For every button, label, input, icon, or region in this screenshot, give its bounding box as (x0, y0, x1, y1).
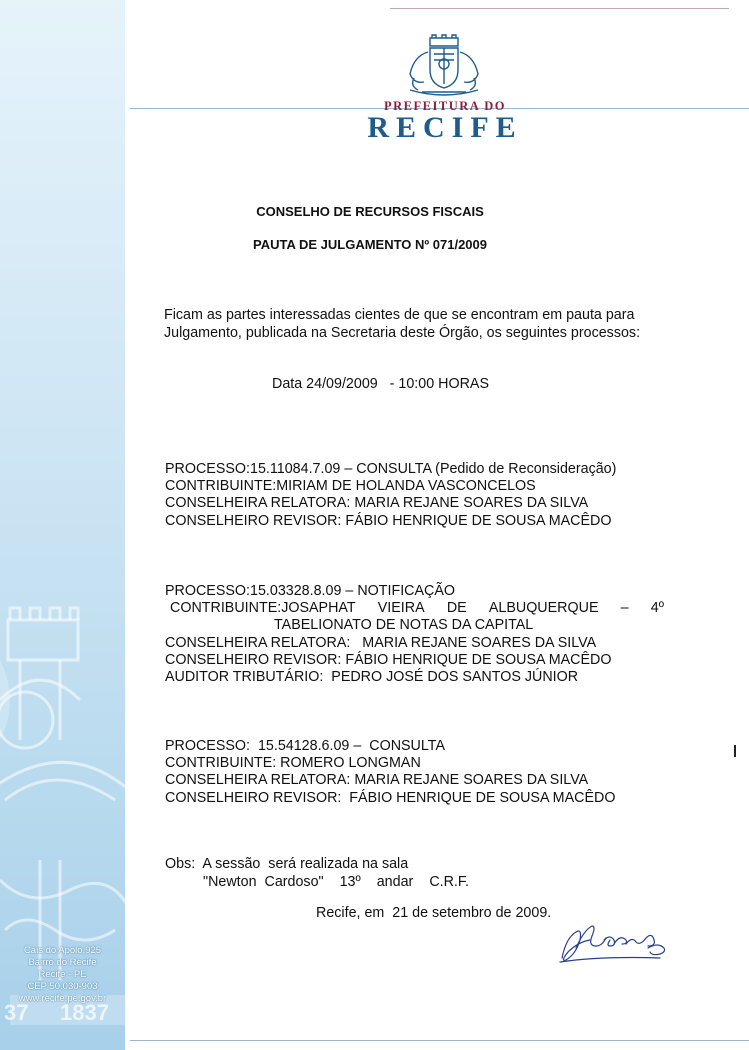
intro-paragraph: Ficam as partes interessadas cientes de que se encontram em pauta para Julgamento, publicada na Secretaria deste Órgão, os seguintes processos: (164, 307, 641, 341)
process-entry (165, 461, 665, 530)
top-edge-rule (390, 8, 729, 9)
letterhead-prefeitura: PREFEITURA DO (384, 99, 506, 113)
taxpayer-word: ALBUQUERQUE (488, 600, 599, 617)
recife-coat-of-arms-icon (400, 34, 488, 96)
session-note (165, 856, 485, 891)
place-and-date: Recife, em 21 de setembro de 2009. (316, 905, 552, 921)
footer-rule (130, 1040, 749, 1041)
agenda-title: PAUTA DE JULGAMENTO Nº 071/2009 (253, 237, 487, 252)
taxpayer-word: VIEIRA (377, 600, 425, 617)
council-address (0, 945, 125, 1005)
session-time: - 10:00 HORAS (389, 376, 489, 392)
year-left: 37 (4, 1000, 29, 1025)
taxpayer-continuation: TABELIONATO DE NOTAS DA CAPITAL (274, 617, 534, 634)
auditor: AUDITOR TRIBUTÁRIO: PEDRO JOSÉ DOS SANTOS JÚNIOR (165, 669, 579, 686)
process-number: PROCESSO:15.11084.7.09 – CONSULTA (Pedido de Reconsideração) (165, 461, 617, 477)
rapporteur: CONSELHEIRA RELATORA: MARIA REJANE SOARES DA SILVA (165, 495, 589, 512)
taxpayer-word: DE (446, 600, 467, 617)
address-line: Bairro do Recife (28, 957, 97, 968)
session-date-line (272, 376, 489, 392)
taxpayer: CONTRIBUINTE: ROMERO LONGMAN (165, 755, 421, 772)
taxpayer-word: 4º (650, 600, 664, 617)
room-word: 13º (339, 873, 361, 890)
margin-mark (734, 745, 736, 757)
process-number: PROCESSO:15.03328.8.09 – NOTIFICAÇÃO (165, 583, 456, 599)
process-entry (165, 738, 665, 807)
reviewer: CONSELHEIRO REVISOR: FÁBIO HENRIQUE DE SOUSA MACÊDO (165, 789, 616, 806)
reviewer: CONSELHEIRO REVISOR: FÁBIO HENRIQUE DE SOUSA MACÊDO (165, 651, 612, 668)
letterhead-city: RECIFE (367, 111, 523, 144)
note-line: Obs: A sessão será realizada na sala (165, 856, 409, 872)
website-line: www.recife.pe.gov.br (18, 993, 107, 1004)
address-line: Recife - PE (38, 969, 87, 980)
letterhead-sidebar (0, 0, 125, 1050)
room-word: C.R.F. (429, 873, 470, 890)
process-number: PROCESSO: 15.54128.6.09 – CONSULTA (165, 738, 445, 754)
taxpayer (170, 600, 664, 617)
session-date: Data 24/09/2009 (272, 376, 378, 392)
address-line: CEP 50.030-903 (27, 981, 98, 992)
address-line: Cais do Apolo,925 (23, 945, 102, 956)
room-line (165, 874, 485, 892)
room-word: "Newton Cardoso" (203, 873, 324, 890)
handwritten-signature (556, 918, 671, 966)
taxpayer-word: CONTRIBUINTE:JOSAPHAT (170, 600, 356, 617)
taxpayer: CONTRIBUINTE:MIRIAM DE HOLANDA VASCONCELOS (165, 478, 536, 495)
taxpayer-word: – (620, 600, 629, 617)
rapporteur: CONSELHEIRA RELATORA: MARIA REJANE SOARES DA SILVA (165, 772, 589, 789)
city-emblem-watermark (0, 0, 125, 1050)
process-entry (165, 583, 665, 686)
year-right: 1837 (60, 1000, 109, 1025)
room-word: andar (376, 873, 414, 890)
reviewer: CONSELHEIRO REVISOR: FÁBIO HENRIQUE DE SOUSA MACÊDO (165, 512, 612, 529)
rapporteur: CONSELHEIRA RELATORA: MARIA REJANE SOARES DA SILVA (165, 634, 597, 651)
council-title: CONSELHO DE RECURSOS FISCAIS (256, 204, 484, 219)
